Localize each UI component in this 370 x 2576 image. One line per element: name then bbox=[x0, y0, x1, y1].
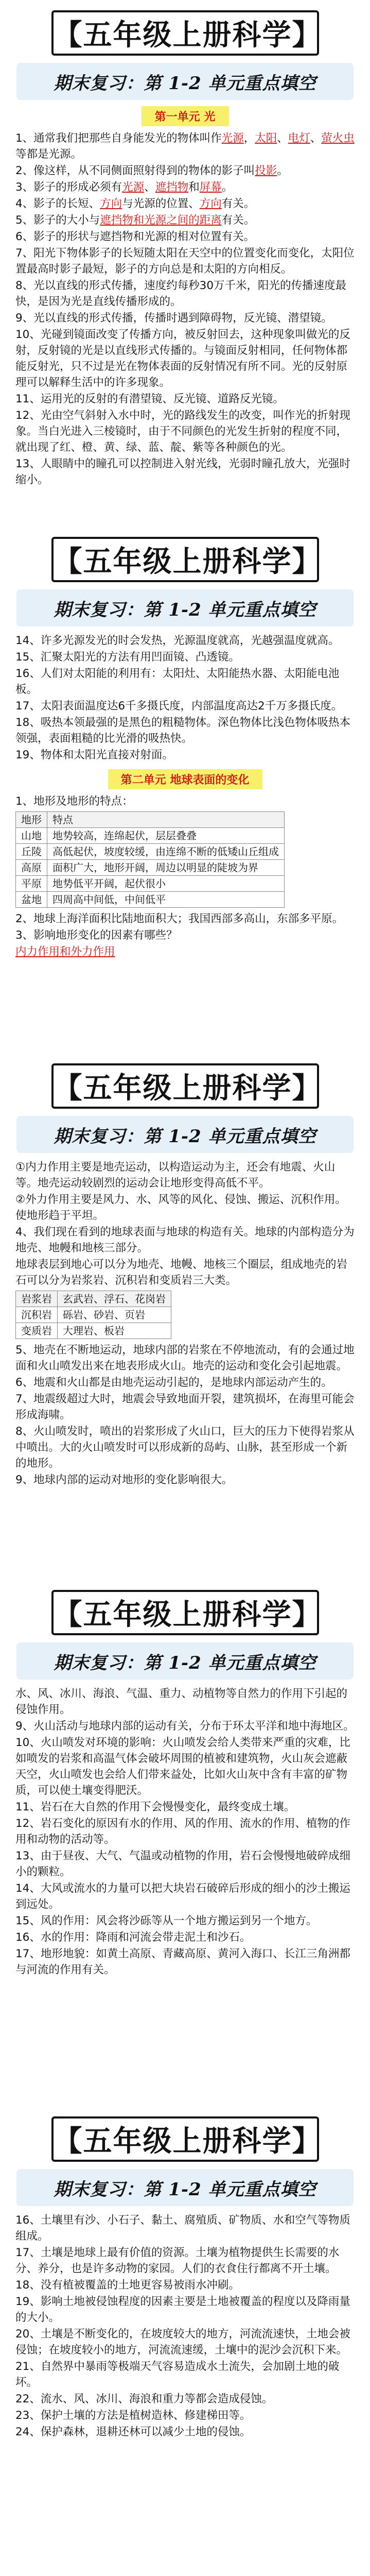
content-block bbox=[0, 2212, 370, 2440]
page-title: 【五年级上册科学】 bbox=[51, 10, 319, 56]
paragraph: ②外力作用主要是风力、水、风等的风化、侵蚀、搬运、沉积作用。使地形趋于平坦。 bbox=[15, 1193, 346, 1222]
paragraph: 15、汇聚太阳光的方法有用凹面镜、凸透镜。 bbox=[15, 651, 240, 664]
page-title: 【五年级上册科学】 bbox=[51, 1063, 319, 1109]
paragraph: 2、像这样，从不同侧面照射得到的物体的影子叫投影。 bbox=[15, 164, 288, 177]
paragraph: 5、地壳在不断地运动，地球内部的岩浆在不停地流动，有的会通过地面和火山喷发出来在地表形成火山。地壳的运动和变化会引起地震。 bbox=[15, 1344, 355, 1372]
table-row: 岩浆岩 玄武岩、浮石、花岗岩 bbox=[16, 1291, 171, 1307]
paragraph: 10、火山喷发对环境的影响：火山喷发会给人类带来严重的灾难，比如喷发的岩浆和高温气体会破坏周围的植被和建筑物，火山灰会遮蔽天空，火山喷发也会给人们带来益处，比如火山灰中含有丰富的矿物质，可以使土壤变得肥沃。 bbox=[15, 1736, 350, 1797]
page-subtitle: 期末复习：第 1-2 单元重点填空 bbox=[16, 1116, 354, 1153]
table-row: 丘陵 高低起伏，坡度较缓，由连绵不断的低矮山丘组成 bbox=[16, 844, 285, 860]
paragraph: 8、光以直线的形式传播，速度约每秒30万千米，阳光的传播速度最快，是因为光是直线传播形成的。 bbox=[15, 279, 347, 308]
paragraph: 9、火山活动与地球内部的运动有关，分布于环太平洋和地中海地区。 bbox=[15, 1720, 355, 1733]
content-block bbox=[0, 130, 370, 488]
unit-tag: 第二单元 地球表面的变化 bbox=[108, 769, 262, 789]
paragraph: 2、地球上海洋面积比陆地面积大；我国西部多高山，东部多平原。 bbox=[15, 912, 344, 925]
paragraph: 22、流水、风、冰川、海浪和重力等都会造成侵蚀。 bbox=[15, 2393, 273, 2405]
page-1 bbox=[0, 0, 370, 515]
paragraph: 17、地形地貌：如黄土高原、青藏高原、黄河入海口、长江三角洲都与河流的作用有关。 bbox=[15, 1947, 350, 1976]
unit-tag: 第一单元 光 bbox=[142, 106, 229, 126]
paragraph: 16、土壤里有沙、小石子、黏土、腐殖质、矿物质、水和空气等物质组成。 bbox=[15, 2214, 350, 2243]
paragraph: 20、土壤是不断变化的，在坡度较大的地方，河流流速快，土地会被侵蚀；在坡度较小的地方，河流流速缓，土壤中的泥沙会沉积下来。 bbox=[15, 2328, 350, 2357]
table-row: 平原 地势低平开阔，起伏很小 bbox=[16, 876, 285, 892]
paragraph: 5、影子的大小与遮挡物和光源之间的距离有关。 bbox=[15, 214, 255, 227]
paragraph: 21、自然界中暴雨等极端天气容易造成水土流失，会加剧土地的破坏。 bbox=[15, 2360, 340, 2389]
paragraph: 11、运用光的反射的有潜望镜、反光镜、道路反光镜。 bbox=[15, 393, 284, 405]
table-row: 盆地 四周高中间低，中间低平 bbox=[16, 892, 285, 908]
paragraph: 18、吸热本领最强的是黑色的粗糙物体。深色物体比浅色物体吸热本领强，表面粗糙的比光滑的吸热快。 bbox=[15, 716, 350, 745]
paragraph: 12、岩石变化的原因有水的作用、风的作用、流水的作用、植物的作用和动物的活动等。 bbox=[15, 1817, 350, 1846]
content-block bbox=[0, 1159, 370, 1488]
paragraph: 8、火山喷发时，喷出的岩浆形成了火山口，巨大的压力下使得岩浆从中喷出。大的火山喷发时可以形成新的岛屿、山脉，甚至形成一个新的地形。 bbox=[15, 1425, 355, 1470]
paragraph: 4、我们现在看到的地球表面与地球的构造有关。地球的内部构造分为地壳、地幔和地核三部分。 bbox=[15, 1226, 355, 1255]
table-row: 沉积岩 砾岩、砂岩、页岩 bbox=[16, 1307, 171, 1323]
paragraph: ①内力作用主要是地壳运动，以构造运动为主，还会有地震、火山等。地壳运动较剧烈的运动会让地形变得高低不平。 bbox=[15, 1161, 336, 1190]
paragraph: 13、由于昼夜、大气、气温或动植物的作用，岩石会慢慢地破碎成细小的颗粒。 bbox=[15, 1850, 350, 1878]
paragraph: 水、风、冰川、海浪、气温、重力、动植物等自然力的作用下引起的侵蚀作用。 bbox=[15, 1687, 348, 1716]
page-3 bbox=[0, 1053, 370, 1568]
table-row: 地形 特点 bbox=[16, 812, 285, 828]
content-block bbox=[0, 1686, 370, 1978]
paragraph: 23、保护土壤的方法是植树造林、修建梯田等。 bbox=[15, 2409, 251, 2422]
paragraph: 3、影子的形成必须有光源、遮挡物和屏幕。 bbox=[15, 181, 233, 194]
page-2 bbox=[0, 527, 370, 1042]
content-block bbox=[0, 793, 370, 960]
landform-table bbox=[15, 811, 285, 908]
paragraph: 11、岩石在大自然的作用下会慢慢变化，最终变成土壤。 bbox=[15, 1801, 295, 1814]
paragraph: 1、地形及地形的特点： bbox=[15, 795, 133, 808]
paragraph: 14、大风或流水的力量可以把大块岩石破碎后形成的细小的沙土搬运到远处。 bbox=[15, 1882, 350, 1911]
page-title: 【五年级上册科学】 bbox=[51, 537, 319, 582]
paragraph: 12、光由空气斜射入水中时，光的路线发生的改变，叫作光的折射现象。当白光进入三棱镜时，由于不同颜色的光发生折射的程度不同，就出现了红、橙、黄、绿、蓝、靛、紫等各种颜色的光。 bbox=[15, 409, 350, 454]
paragraph: 16、水的作用：降雨和河流会带走泥土和沙石。 bbox=[15, 1931, 251, 1944]
page-subtitle: 期末复习：第 1-2 单元重点填空 bbox=[16, 63, 354, 100]
content-block bbox=[0, 633, 370, 763]
page-5 bbox=[0, 2106, 370, 2576]
page-subtitle: 期末复习：第 1-2 单元重点填空 bbox=[16, 589, 354, 626]
paragraph: 18、没有植被覆盖的土地更容易被雨水冲刷。 bbox=[15, 2279, 240, 2292]
paragraph: 17、土壤是地球上最有价值的资源。土壤为植物提供生长需要的水分、养分，也是许多动物的家园。人们的衣食住行都离不开土壤。 bbox=[15, 2246, 340, 2275]
table-row: 山地 地势较高，连绵起伏，层层叠叠 bbox=[16, 828, 285, 844]
paragraph: 6、地震和火山都是由地壳运动引起的，是地球内部运动产生的。 bbox=[15, 1376, 332, 1389]
paragraph: 1、通常我们把那些自身能发光的物体叫作光源，太阳、电灯、萤火虫等都是光源。 bbox=[15, 132, 355, 161]
paragraph: 地球表层到地心可以分为地壳、地幔、地核三个圈层，组成地壳的岩石可以分为岩浆岩、沉积岩和变质岩三大类。 bbox=[15, 1258, 348, 1287]
paragraph: 10、光碰到镜面改变了传播方向，被反射回去，这种现象叫做光的反射，反射镜的光是以直线形式传播的。与镜面反射相同，任何物体都能反射光，只不过是光在物体表面的反射情况有所不同。光的反射原理可以解释生活中的许多现象。 bbox=[15, 328, 350, 389]
paragraph: 24、保护森林，退耕还林可以减少土地的侵蚀。 bbox=[15, 2426, 251, 2438]
paragraph: 9、地球内部的运动对地形的变化影响很大。 bbox=[15, 1473, 233, 1486]
paragraph: 4、影子的长短、方向与光源的位置、方向有关。 bbox=[15, 197, 255, 210]
paragraph: 14、许多光源发光的时会发热，光源温度就高，光越强温度就高。 bbox=[15, 634, 340, 647]
paragraph: 19、物体和太阳光直接对射面。 bbox=[15, 749, 173, 761]
paragraph: 13、人眼睛中的瞳孔可以控制进入射光线，光弱时瞳孔放大，光强时缩小。 bbox=[15, 457, 350, 486]
paragraph: 9、光以直线的形式传播，传播时遇到障碍物，反光镜、潜望镜。 bbox=[15, 312, 332, 325]
paragraph: 7、地震级超过大时，地震会导致地面开裂，建筑损坏，在海里可能会形成海啸。 bbox=[15, 1393, 355, 1421]
rock-table bbox=[15, 1291, 171, 1339]
page-4 bbox=[0, 1580, 370, 2095]
table-row: 高原 面积广大，地形开阔，周边以明显的陡坡为界 bbox=[16, 860, 285, 876]
table-row: 变质岩 大理岩、板岩 bbox=[16, 1323, 171, 1339]
page-subtitle: 期末复习：第 1-2 单元重点填空 bbox=[16, 2169, 354, 2206]
page-title: 【五年级上册科学】 bbox=[51, 1590, 319, 1635]
paragraph: 7、阳光下物体影子的长短随太阳在天空中的位置变化而变化，太阳位置最高时影子最短，影子的方向总是和太阳的方向相反。 bbox=[15, 247, 355, 276]
paragraph: 6、影子的形状与遮挡物和光源的相对位置有关。 bbox=[15, 230, 255, 243]
page-subtitle: 期末复习：第 1-2 单元重点填空 bbox=[16, 1642, 354, 1680]
paragraph: 17、太阳表面温度达6千多摄氏度，内部温度高达2千万多摄氏度。 bbox=[15, 700, 343, 713]
paragraph: 16、人们对太阳能的利用有：太阳灶、太阳能热水器、太阳能电池板。 bbox=[15, 667, 340, 696]
page-title: 【五年级上册科学】 bbox=[51, 2116, 319, 2162]
paragraph: 15、风的作用：风会将沙砾等从一个地方搬运到另一个地方。 bbox=[15, 1914, 318, 1927]
paragraph: 3、影响地形变化的因素有哪些？ bbox=[15, 929, 178, 942]
paragraph: 19、影响土地被侵蚀程度的因素主要是土地被覆盖的程度以及降雨量的大小。 bbox=[15, 2295, 350, 2324]
paragraph: 内力作用和外力作用 bbox=[15, 945, 115, 958]
